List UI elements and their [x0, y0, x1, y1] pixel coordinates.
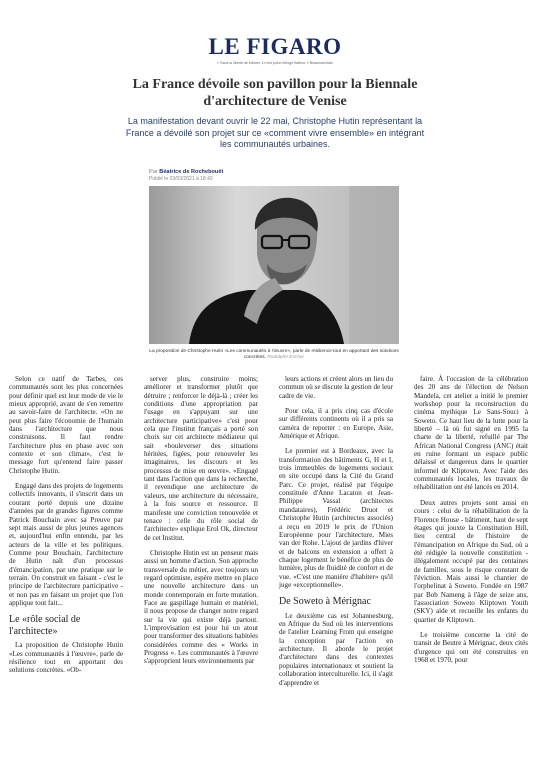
paragraph: Deux autres projets sont aussi en cours : celui de la réhabilitation de la Florence House - bâtiment, haut de sept étages qui jouxte la Constitution Hill, lieu central de l'histoire de l'émancipation en Afrique du Sud, où a été rédigée la nouvelle constitution - illégalement occupé par des centaines de familles, sous le risque constant de l'éviction. Mais aussi le chantier de l'orphelinat à Soweto. Fondée en 1987 par Bob Nameng à l'âge de seize ans, l'association Soweto Kliptown Youth (SKY) aide et recueille les enfants du quartier de Kliptown.	[414, 498, 528, 624]
photo-credit: Rodolphe Escher	[267, 355, 305, 361]
article-photo	[149, 186, 399, 344]
paragraph: Le troisième concerne la cité de transit de Beutre à Mérignac, deux cités d'urgence qui ont été construites en 1968 et 1970, pour	[414, 630, 528, 664]
section-heading: De Soweto à Mérignac	[279, 596, 371, 608]
portrait-image	[149, 186, 399, 344]
article-title: La France dévoile son pavillon pour la Biennale d'architecture de Venise	[132, 77, 418, 109]
author-link[interactable]: Béatrice de Rochebouët	[159, 169, 224, 175]
masthead-logo[interactable]: LE FIGARO	[208, 34, 342, 59]
photo-caption	[149, 349, 399, 361]
body-column-2	[144, 375, 258, 673]
body-column-4	[414, 375, 528, 671]
body-column-1	[9, 375, 123, 682]
article-lead: La manifestation devant ouvrir le 22 mai, Christophe Hutin représentant la France a dévoilé son projet sur ce «comment vivre ensemble» en intégrant les communautés urbaines.	[125, 116, 425, 149]
photo-caption-text: La proposition de Christophe Hutin «Les communautés à l'œuvre», parle de résilience tout en apportant des solutions concrètes.	[149, 349, 399, 361]
paragraph: Selon ce natif de Tarbes, ces communautés sont les plus concernées pour définir quel est leur mode de vie le mieux approprié, avant de s'en remettre au savoir-faire de l'architecte. «On ne peut plus faire l'économie de l'humain dans l'architecture que nous construisons. Il faut rendre l'architecture plus en phase avec son contexte et son climat», c'est le message fort qu'entend faire passer Christophe Hutin.	[9, 375, 123, 475]
paragraph: leurs actions et créent alors un lieu du commun où se discute la gestion de leur cadre de vie.	[279, 375, 393, 400]
paragraph: Christophe Hutin est un penseur mais aussi un homme d'action. Son approche transversale du métier, avec toujours un regard optimiste, espère mettre en place une nouvelle architecture dans un monde contemporain en forte mutation. Face au gaspillage humain et matériel, il nous propose de changer notre regard sur la vie qui existe déjà partout. L'improvisation est pour lui un atout pour transformer des situations habitées considérées comme des « Works in Progress ». Les communautés à l'œuvre s'approprient leurs environnements par	[144, 548, 258, 666]
paragraph: server plus, construire moins; améliorer et transformer plutôt que détruire ; renforcer le déjà-là ; créer les conditions d'une appropriation par l'usage en s'appuyant sur une architecture participative» c'est pour cela que l'institut français a porté son choix sur cet architecte médiateur qui sait «bouleverser des situations héritées, figées, pour renouveler les imaginaires, les discours et les processus de mise en œuvre». «Engagé tant dans l'action que dans la recherche, il revendique une architecture de valeurs, une architecture du nécessaire, à la fois source et ressource. Il manifeste une conviction renouvelée et tenace : celle du rôle social de l'architecte» explique Erol Ok, directeur de cet Institut.	[144, 375, 258, 542]
paragraph: Le deuxième cas est Johannesburg, en Afrique du Sud où les interventions de l'atelier Learning From qui enseigne la conception par l'action en architecture. Il aborde le projet d'architecture dans des contextes populaires internationaux et soutient la collaboration interculturelle. Ici, il s'agit d'apprendre et	[279, 611, 393, 687]
section-heading: Le «rôle social de l'architecte»	[9, 614, 81, 637]
byline-prefix: Par	[149, 169, 158, 175]
masthead-tagline: « Sans la liberté de blâmer, il n'est point d'éloge flatteur. » Beaumarchais	[217, 61, 333, 65]
paragraph: La proposition de Christophe Hutin «Les communautés à l'œuvre», parle de résilience tout en apportant des solutions concrètes. «Ob-	[9, 641, 123, 675]
paragraph: Pour cela, il a pris cinq cas d'école sur différents continents où il a pris sa caméra de reporter : en Europe, Asie, Amérique et Afrique.	[279, 407, 393, 441]
paragraph: faire. À l'occasion de la célébration des 20 ans de l'élection de Nelson Mandela, cet atelier a initié le premier workshop pour la reconstruction du cinéma mythique Le Sans-Souci à Soweto. Ce haut lieu de la lutte pour la liberté – là où fut signé en 1995 la charte de la liberté, refuillé par The African National Congress (ANC) était en ruine formant un espace public délaissé et dangereux dans le quartier informel de Kliptown. Avec l'aide des communautés locales, les travaux de réhabilitation ont été lancés en 2014.	[414, 375, 528, 492]
byline	[149, 169, 399, 175]
publish-date: Publié le 03/03/2021 à 18:43	[149, 176, 213, 182]
paragraph: Le premier est à Bordeaux, avec la transformation des bâtiments G, H et I, trois immeubles de logements sociaux en site occupé dans la Cité du Grand Parc. Ce projet, réalisé par l'équipe constituée d'Anne Lacaton et Jean-Philippe Vassal (architectes mandataires), Frédéric Druot et Christophe Hutin (architectes associés) a reçu en 2019 le prix de l'Union Européenne pour l'architecture, Mies van der Rohe. L'ajout de jardins d'hiver et de balcons en extension a offert à chaque logement le bénéfice de plus de lumière, plus de fluidité de confort et de vue. «C'est une manière d'habiter» qu'il juge «exceptionnelle».	[279, 447, 393, 589]
body-column-3	[279, 375, 393, 694]
paragraph: Engagé dans des projets de logements collectifs innovants, il s'inscrit dans un courant porté depuis une dizaine d'années par de grandes figures comme Patrick Bouchain avec sa Preuve par sept mais aussi de plus jeunes agences et, aujourd'hui enfin entendu, par les acteurs de la ville et les politiques. Comme pour Bouchain, l'architecture de Hutin naît d'un processus d'émancipation, par une pratique sur le terrain. On construit en faisant - c'est le principe de l'architecture participative - et non pas en faisant un projet que l'on applique tout fait...	[9, 482, 123, 607]
